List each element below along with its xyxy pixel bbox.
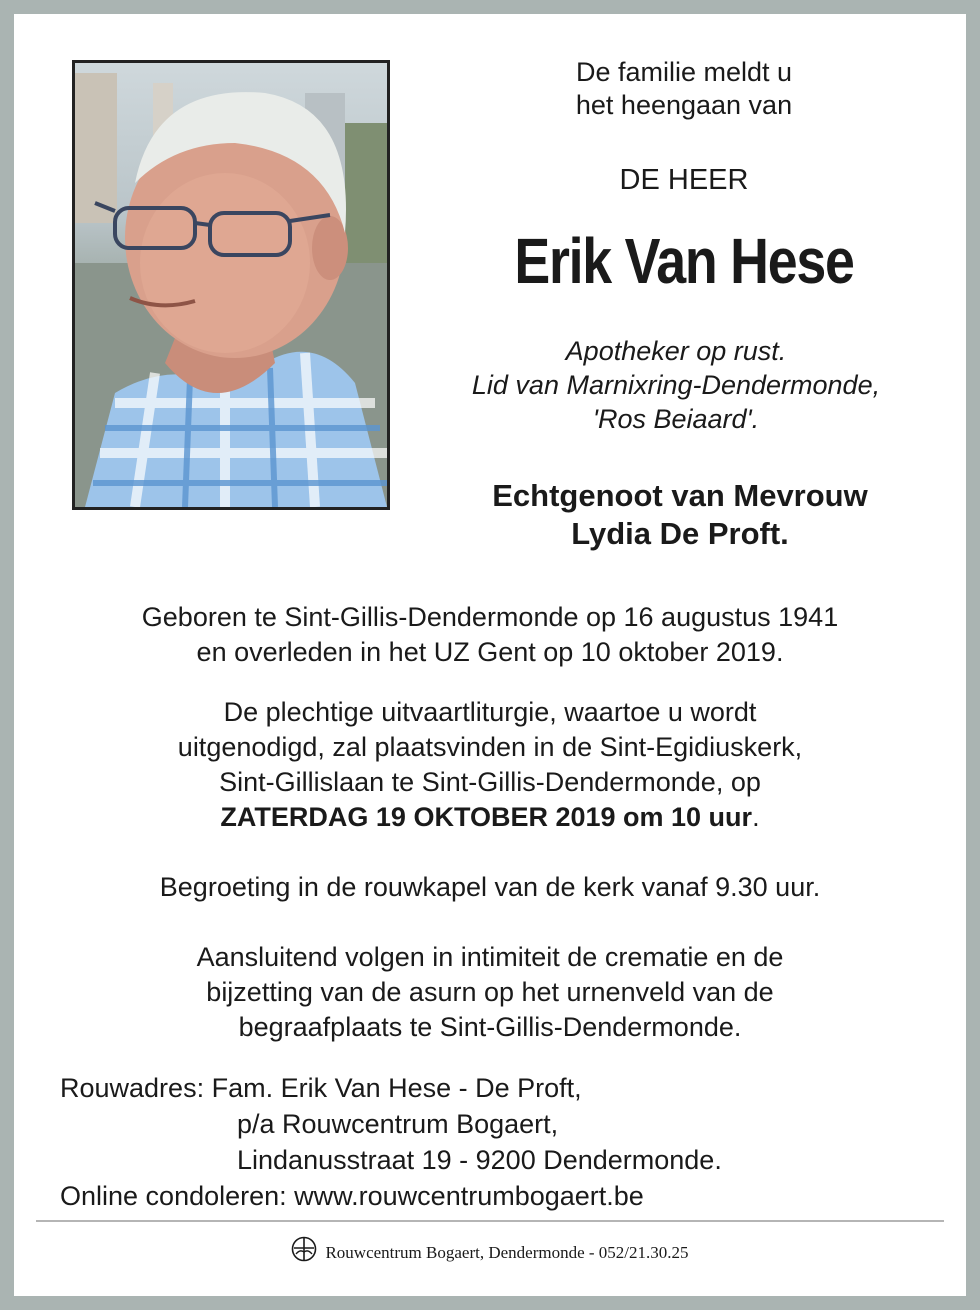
liturgy-line: Sint-Gillislaan te Sint-Gillis-Dendermonde, op [219,767,761,797]
intro-line: De familie meldt u [575,57,793,87]
liturgy-date: ZATERDAG 19 OKTOBER 2019 om 10 uur [220,802,753,832]
footer [14,1236,966,1270]
obituary-card [14,14,966,1296]
role-line: 'Ros Beiaard'. [592,404,760,434]
honorific: DE HEER [619,164,749,196]
address-block [60,1070,722,1214]
spouse-line: Lydia De Proft. [571,516,789,551]
role-line: Apotheker op rust. [565,336,787,366]
footer-text: Rouwcentrum Bogaert, Dendermonde - 052/21.30.25 [325,1243,689,1262]
address-line: Rouwadres: Fam. Erik Van Hese - De Proft, [60,1073,582,1103]
spouse-line: Echtgenoot van Mevrouw [492,478,868,513]
death-line: en overleden in het UZ Gent op 10 oktober 2019. [196,637,784,667]
cremation-block [14,940,966,1045]
role-line: Lid van Marnixring-Dendermonde, [471,370,881,400]
cremation-line: Aansluitend volgen in intimiteit de crematie en de [196,942,784,972]
liturgy-line: uitgenodigd, zal plaatsvinden in de Sint-Egidiuskerk, [177,732,803,762]
liturgy-block [14,695,966,835]
greeting-text: Begroeting in de rouwkapel van de kerk vanaf 9.30 uur. [159,872,821,902]
cremation-line: begraafplaats te Sint-Gillis-Dendermonde. [238,1012,742,1042]
portrait-photo [72,60,390,510]
birth-death-block [14,600,966,670]
spouse-block [410,477,950,553]
online-condolence: Online condoleren: www.rouwcentrumbogaert.be [60,1181,644,1211]
portrait-illustration [75,63,387,507]
intro-line: het heengaan van [575,90,793,120]
liturgy-date-line [14,800,966,835]
footer-divider [36,1220,944,1222]
liturgy-line: De plechtige uitvaartliturgie, waartoe u wordt [223,697,757,727]
deceased-name: Erik Van Hese [514,225,854,297]
address-line: p/a Rouwcentrum Bogaert, [237,1109,559,1139]
liturgy-date-suffix: . [752,802,760,832]
address-line: Lindanusstraat 19 - 9200 Dendermonde. [237,1145,722,1175]
roles-block [406,334,946,436]
birth-line: Geboren te Sint-Gillis-Dendermonde op 16 augustus 1941 [141,602,839,632]
dove-cross-logo-icon [291,1236,317,1270]
intro-text [414,56,954,122]
cremation-line: bijzetting van de asurn op het urnenveld van de [206,977,774,1007]
